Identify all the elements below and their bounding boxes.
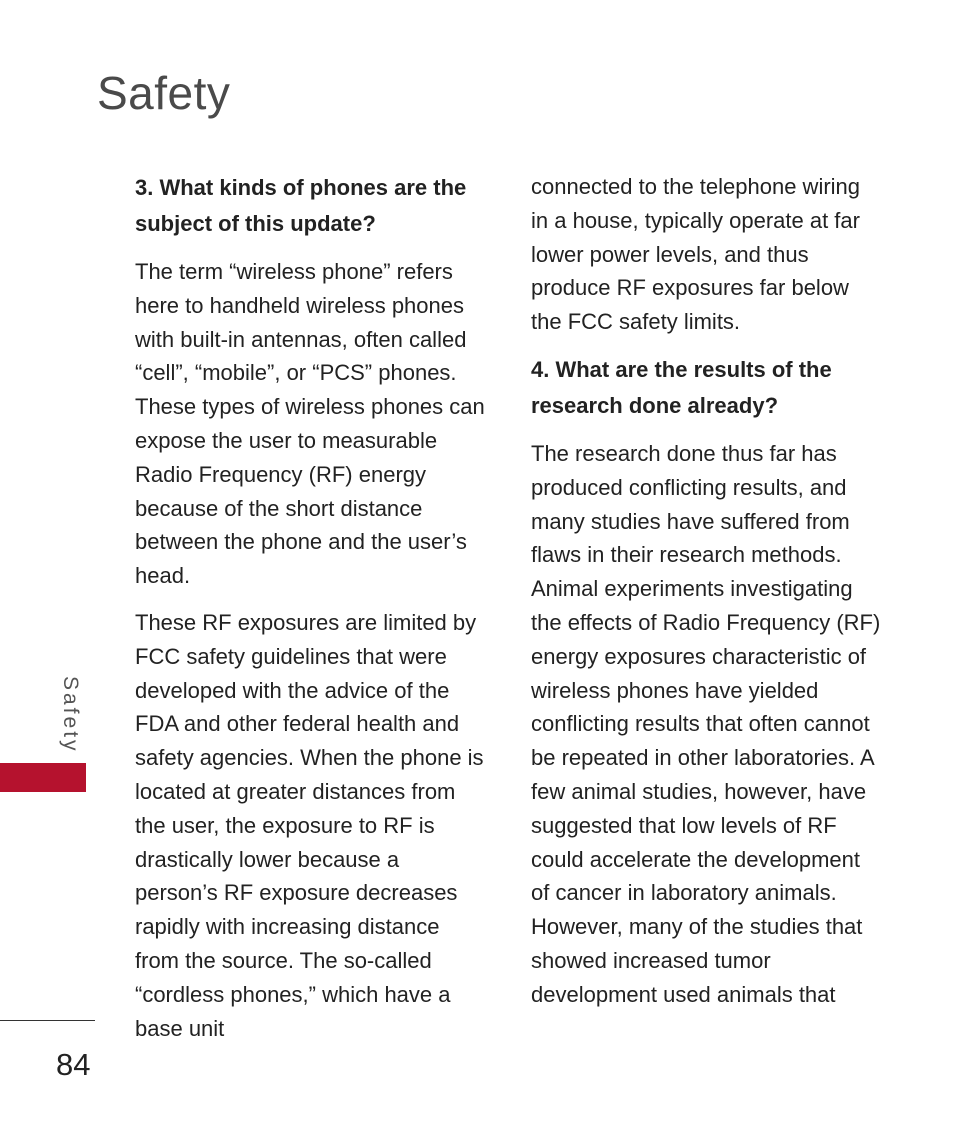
section-side-label: Safety (59, 676, 82, 754)
body-paragraph: The research done thus far has produced conflicting results, and many studies have suffered from flaws in their research methods. Animal experiments investigating the effects of Radio Frequency (RF) energy exposures characteristic of wireless phones have yielded conflicting results that often cannot be repeated in other laboratories. A few animal studies, however, have suggested that low levels of RF could accelerate the development of cancer in laboratory animals. However, many of the studies that showed increased tumor development used animals that (531, 440, 881, 1007)
left-column (135, 170, 487, 1058)
footer-divider (0, 1020, 95, 1021)
body-paragraph-continued: connected to the telephone wiring in a house, typically operate at far lower power levels, and thus produce RF exposures far below the FCC safety limits. (531, 174, 861, 335)
body-paragraph: The term “wireless phone” refers here to handheld wireless phones with built-in antennas, often called “cell”, “mobile”, or “PCS” phones. These types of wireless phones can expose the user to measurable Radio Frequency (RF) energy because of the short distance between the phone and the user’s head. (135, 259, 485, 589)
body-paragraph: These RF exposures are limited by FCC safety guidelines that were developed with the advice of the FDA and other federal health and safety agencies. When the phone is located at greater distances from the user, the exposure to RF is drastically lower because a person’s RF exposure decreases rapidly with increasing distance from the source. The so-called “cordless phones,” which have a base unit (135, 609, 484, 1041)
section-tab-marker (0, 763, 86, 792)
question-heading-4: 4. What are the results of the research done already? (531, 356, 832, 418)
page-number: 84 (56, 1047, 91, 1082)
page-title: Safety (97, 67, 231, 119)
right-column (531, 170, 883, 1025)
question-heading-3: 3. What kinds of phones are the subject of this update? (135, 175, 467, 236)
